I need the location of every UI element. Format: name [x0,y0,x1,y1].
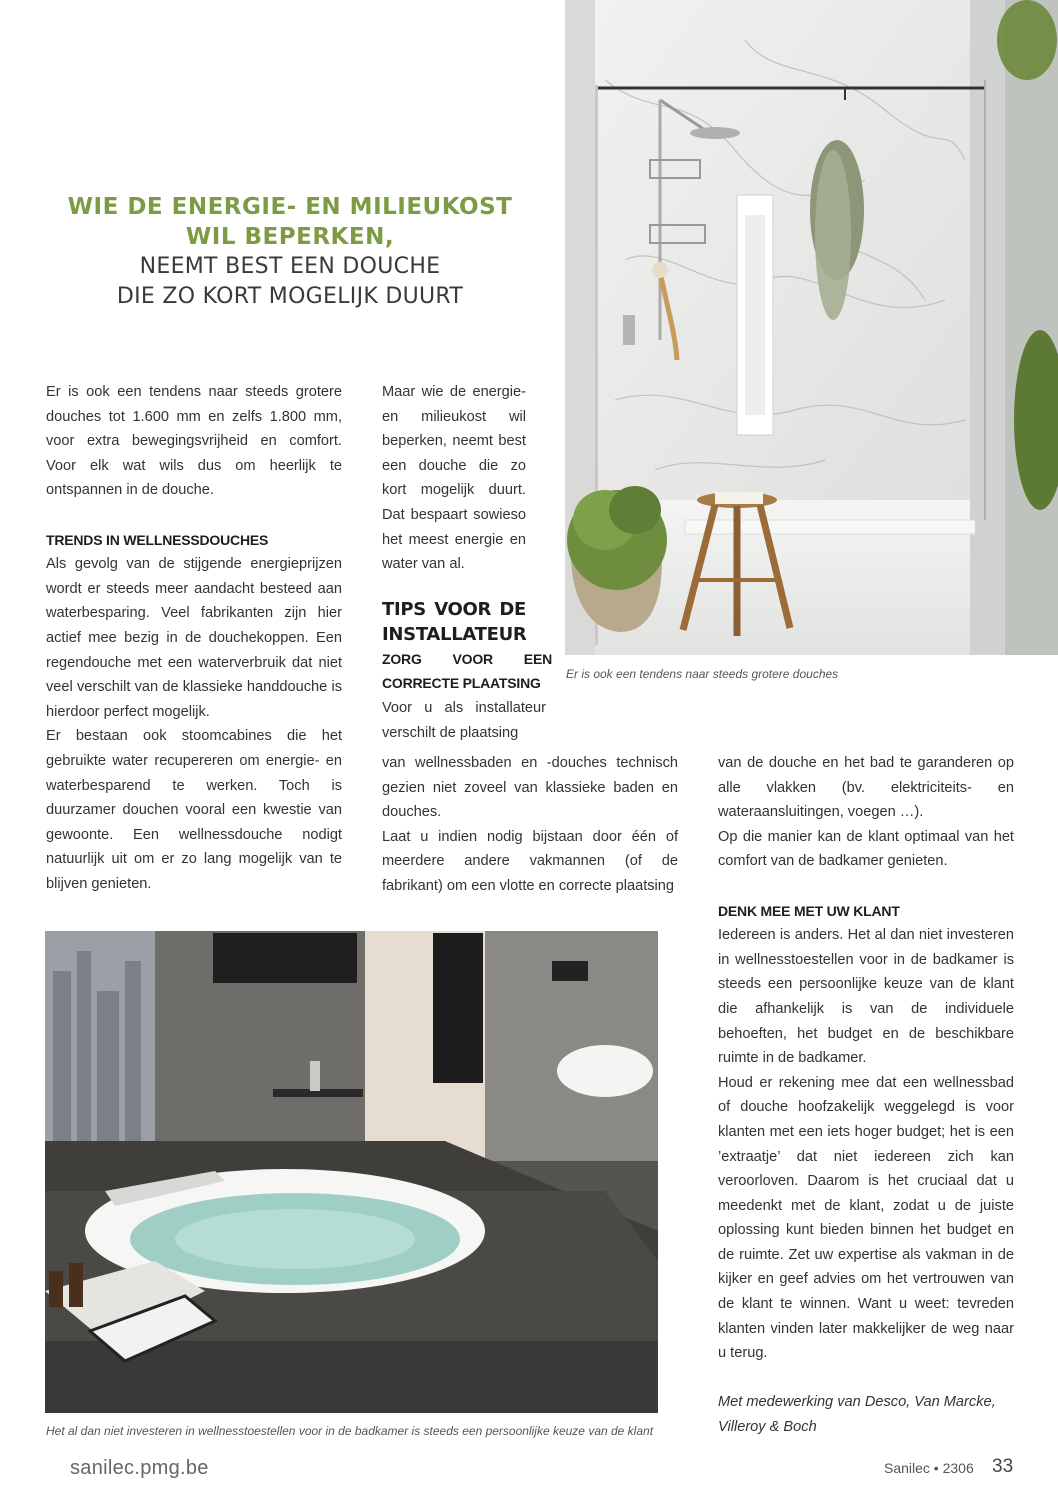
tips-heading: TIPS VOOR DE INSTALLATEUR [382,598,527,645]
tips-subheading: ZORG VOOR EEN CORRECTE PLAATSING [382,650,552,692]
column-2 [382,380,552,745]
bath-caption: Het al dan niet investeren in wellnesstoestellen voor in de badkamer is steeds een persoonlijke keuze van de klant [46,1424,654,1438]
column-2-paragraph-1: Maar wie de energie- en milieukost wil beperken, neemt best een douche die zo kort mogelijk duurt. Dat bespaart sowieso het meest energie en water van al. [382,384,526,573]
shower-caption: Er is ook een tendens naar steeds grotere douches [566,667,839,681]
denk-heading: DENK MEE MET UW KLANT [718,902,900,919]
footer-publication: Sanilec • 2306 [884,1460,974,1476]
bath-photo-illustration [45,931,658,1413]
headline-line-2: WIL BEPERKEN, [185,224,395,250]
trends-paragraph-1: Als gevolg van de stijgende energieprijzen wordt er steeds meer aandacht besteed aan waterbesparing. Veel fabrikanten zijn hier actief mee bezig in de douchekoppen. Een regendouche met een waterverbruik dat niet veel verschilt van de klassieke handdouche is hierdoor perfect mogelijk. [46,556,342,720]
shower-photo [565,0,1058,655]
tips-paragraph-1: Voor u als installateur verschilt de plaatsing [382,699,546,741]
denk-paragraph-1: Iedereen is anders. Het al dan niet investeren in wellnesstoestellen voor in de badkamer is steeds een persoonlijke keuze van de klant die afhankelijk is van de individuele behoeften, het budget en de beschikbare ruimte in de badkamer. [718,927,1014,1067]
headline-line-1: WIE DE ENERGIE- EN MILIEUKOST [67,194,513,220]
headline [40,192,540,312]
tips-paragraph-2: Laat u indien nodig bijstaan door één of meerdere andere vakmannen (of de fabrikant) om een vlotte en correcte plaatsing [382,828,678,894]
headline-line-4: DIE ZO KORT MOGELIJK DUURT [116,284,464,309]
headline-line-3: NEEMT BEST EEN DOUCHE [139,254,441,279]
trends-heading: TRENDS IN WELLNESSDOUCHES [46,531,269,548]
tips-paragraph-1-continued: van wellnessbaden en -douches technisch gezien niet zoveel van klassieke baden en douches. [382,755,678,821]
page-number: 33 [992,1456,1014,1477]
trends-paragraph-2: Er bestaan ook stoomcabines die het gebruikte water recupereren om energie- en waterbesparend te werken. Toch is duurzamer douchen vooral een kwestie van gewoonte. Een wellnessdouche nodigt natuurlijk uit om er zo lang mogelijk van te blijven genieten. [46,728,342,892]
intro-paragraph: Er is ook een tendens naar steeds grotere douches tot 1.600 mm en zelfs 1.800 mm, voor extra bewegingsvrijheid en comfort. Voor elk wat wils dus om heerlijk te ontspannen in de douche. [46,384,342,499]
bath-photo [45,931,658,1413]
column-2-lower [382,751,678,899]
column-1 [46,380,342,896]
footer-website[interactable]: sanilec.pmg.be [70,1457,209,1479]
column-3-paragraph-2: Op die manier kan de klant optimaal van het comfort van de badkamer genieten. [718,828,1014,870]
denk-paragraph-2: Houd er rekening mee dat een wellnessbad of douche hoofzakelijk weggelegd is voor klanten met een iets hoger budget; het is een ’extraatje’ dat niet iedereen zich kan veroorloven. Daarom is het cruciaal dat u meedenkt met de klant, zodat u de juiste oplossing kunt bieden binnen het budget en de ruimte. Zet uw expertise als vakman in de kijker en geef advies om het vertrouwen van de klant te winnen. Want u weet: tevreden klanten vinden later makkelijker de weg naar u terug. [718,1074,1014,1362]
credits: Met medewerking van Desco, Van Marcke, Villeroy & Boch [718,1394,996,1436]
column-3-paragraph-1: van de douche en het bad te garanderen op alle vlakken (bv. elektriciteits- en wateraansluitingen, voegen …). [718,755,1014,821]
column-3 [718,751,1014,1440]
shower-photo-illustration [565,0,1058,655]
